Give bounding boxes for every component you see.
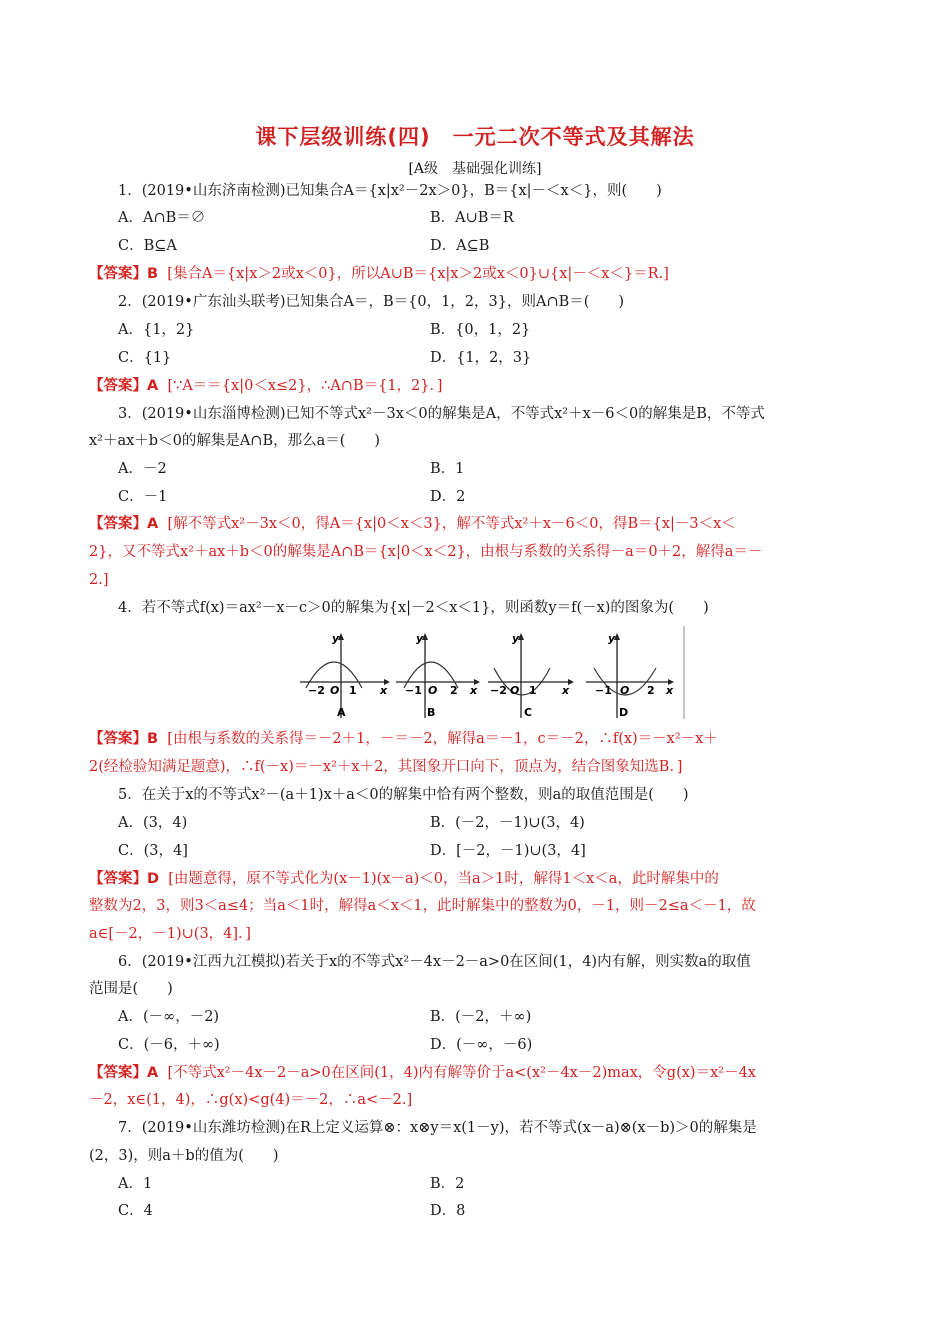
- graph-a-origin: O: [330, 684, 340, 697]
- q6-answer-text1: [不等式x²－4x－2－a>0在区间(1，4)内有解等价于a<(x²－4x－2)max，令g(x)＝x²－4x: [167, 1065, 756, 1081]
- graph-b-origin: O: [428, 684, 438, 697]
- q1-option-b: B．A∪B＝R: [430, 210, 514, 226]
- graph-b: [396, 632, 480, 719]
- q5-answer-line1: [89, 869, 719, 889]
- q2-option-a: A．{1，2}: [118, 322, 195, 338]
- graph-a-x-label: x: [380, 684, 388, 697]
- graph-d-caption: D: [619, 706, 629, 719]
- q4-answer-label: 【答案】B: [89, 731, 159, 747]
- q2-answer: [89, 376, 442, 396]
- q7-stem-line1: 7．(2019•山东潍坊检测)在R上定义运算⊗：x⊗y＝x(1－y)，若不等式(x－a)⊗(x－b)＞0的解集是: [118, 1120, 757, 1136]
- graph-c: [488, 632, 574, 719]
- section-subtitle: [A级 基础强化训练]: [408, 161, 542, 177]
- q7-option-c: C．4: [118, 1203, 153, 1219]
- q3-option-d: D．2: [430, 489, 466, 505]
- graph-d-tick-right: 2: [647, 684, 655, 697]
- q7-option-b: B．2: [430, 1176, 465, 1192]
- graph-b-caption: B: [427, 706, 436, 719]
- q4-answer-line1: [89, 729, 718, 749]
- q1-answer: [89, 264, 669, 284]
- q3-answer-label: 【答案】A: [89, 516, 159, 532]
- q3-option-b: B．1: [430, 461, 465, 477]
- graph-b-y-label: y: [416, 632, 424, 645]
- graph-d-origin: O: [620, 684, 630, 697]
- q5-option-d: D．[－2，－1)∪(3，4]: [430, 843, 586, 859]
- graph-b-tick-left: −1: [405, 684, 422, 697]
- q5-option-c: C．(3，4]: [118, 843, 188, 859]
- graph-c-origin: O: [510, 684, 520, 697]
- q1-option-c: C．B⊆A: [118, 238, 177, 254]
- q3-stem-line2: x²＋ax＋b＜0的解集是A∩B，那么a＝( ): [89, 433, 381, 449]
- graph-a-caption: A: [337, 706, 346, 719]
- graph-c-x-label: x: [562, 684, 570, 697]
- q1-answer-label: 【答案】B: [89, 266, 159, 282]
- q4-answer-text1: [由根与系数的关系得＝－2＋1，－＝－2，解得a＝－1，c＝－2，∴f(x)＝－x²－x＋: [167, 731, 718, 747]
- q3-option-c: C．－1: [118, 489, 168, 505]
- q5-answer-line3: a∈[－2，－1)∪(3，4]．]: [89, 926, 251, 942]
- q6-option-b: B．(－2，＋∞): [430, 1009, 532, 1025]
- q7-option-d: D．8: [430, 1203, 466, 1219]
- q6-stem-line1: 6．(2019•江西九江模拟)若关于x的不等式x²－4x－2－a>0在区间(1，4)内有解，则实数a的取值: [118, 954, 751, 970]
- graph-c-tick-left: −2: [490, 684, 507, 697]
- graph-d-y-label: y: [608, 632, 616, 645]
- q5-option-a: A．(3，4): [118, 815, 188, 831]
- graph-b-tick-right: 2: [450, 684, 458, 697]
- q3-answer-line2: 2}，又不等式x²＋ax＋b＜0的解集是A∩B＝{x|0＜x＜2}，由根与系数的关系得－a＝0＋2，解得a＝－: [89, 544, 763, 560]
- q6-option-c: C．(－6，＋∞): [118, 1037, 220, 1053]
- q1-stem: 1．(2019•山东济南检测)已知集合A＝{x|x²－2x＞0}，B＝{x|－＜x＜}，则( ): [118, 183, 662, 199]
- q4-graph-options-figure: [292, 626, 686, 720]
- q5-option-b: B．(－2，－1)∪(3，4): [430, 815, 585, 831]
- q6-option-a: A．(－∞，－2): [118, 1009, 220, 1025]
- graph-c-caption: C: [524, 706, 533, 719]
- q6-stem-line2: 范围是( ): [89, 981, 173, 997]
- q1-option-a: A．A∩B＝∅: [118, 210, 206, 226]
- q3-answer-line1: [89, 514, 736, 534]
- q2-answer-text: [∵A＝＝{x|0＜x≤2}，∴A∩B＝{1，2}．]: [167, 378, 443, 394]
- q5-stem: 5．在关于x的不等式x²－(a＋1)x＋a＜0的解集中恰有两个整数，则a的取值范围是( ): [118, 787, 689, 803]
- graph-d-x-label: x: [666, 684, 674, 697]
- graph-a-tick-right: 1: [349, 684, 357, 697]
- q3-stem-line1: 3．(2019•山东淄博检测)已知不等式x²－3x＜0的解集是A，不等式x²＋x－6＜0的解集是B，不等式: [118, 406, 765, 422]
- q1-option-d: D．A⊆B: [430, 238, 490, 254]
- q7-stem-line2: (2，3)，则a＋b的值为( ): [89, 1148, 279, 1164]
- q2-option-d: D．{1，2，3}: [430, 350, 532, 366]
- q3-option-a: A．－2: [118, 461, 167, 477]
- graph-d: [586, 632, 674, 719]
- q3-answer-text1: [解不等式x²－3x＜0，得A＝{x|0＜x＜3}，解不等式x²＋x－6＜0，得B＝{x|－3＜x＜: [167, 516, 736, 532]
- q2-option-b: B．{0，1，2}: [430, 322, 531, 338]
- q4-stem: 4．若不等式f(x)＝ax²－x－c＞0的解集为{x|－2＜x＜1}，则函数y＝f(－x)的图象为( ): [118, 600, 709, 616]
- q5-answer-text1: [由题意得，原不等式化为(x－1)(x－a)＜0，当a＞1时，解得1＜x＜a，此时解集中的: [168, 871, 719, 887]
- q2-stem: 2．(2019•广东汕头联考)已知集合A＝，B＝{0，1，2，3}，则A∩B＝( ): [118, 294, 625, 310]
- q6-answer-label: 【答案】A: [89, 1065, 159, 1081]
- graph-a-y-label: y: [332, 632, 340, 645]
- graph-a: [300, 632, 390, 719]
- graph-a-tick-left: −2: [308, 684, 325, 697]
- q5-answer-label: 【答案】D: [89, 871, 160, 887]
- q3-answer-line3: 2.]: [89, 572, 109, 588]
- q7-option-a: A．1: [118, 1176, 153, 1192]
- graph-c-y-label: y: [512, 632, 520, 645]
- page-title: 课下层级训练(四) 一元二次不等式及其解法: [255, 125, 695, 149]
- q6-answer-line2: －2，x∈(1，4)，∴g(x)<g(4)＝－2，∴a<－2.]: [89, 1092, 413, 1108]
- q1-answer-text: [集合A＝{x|x＞2或x＜0}，所以A∪B＝{x|x＞2或x＜0}∪{x|－＜x＜}＝R.]: [167, 266, 669, 282]
- q6-option-d: D．(－∞，－6): [430, 1037, 533, 1053]
- q2-option-c: C．{1}: [118, 350, 172, 366]
- graph-c-tick-right: 1: [529, 684, 537, 697]
- q5-answer-line2: 整数为2，3，则3＜a≤4；当a＜1时，解得a＜x＜1，此时解集中的整数为0，－1，则－2≤a＜－1，故: [89, 898, 756, 914]
- q6-answer-line1: [89, 1063, 756, 1083]
- q4-answer-line2: 2(经检验知满足题意)，∴f(－x)＝－x²＋x＋2，其图象开口向下，顶点为，结合图象知选B．]: [89, 759, 683, 775]
- q2-answer-label: 【答案】A: [89, 378, 159, 394]
- graph-d-tick-left: −1: [595, 684, 612, 697]
- graph-b-x-label: x: [470, 684, 478, 697]
